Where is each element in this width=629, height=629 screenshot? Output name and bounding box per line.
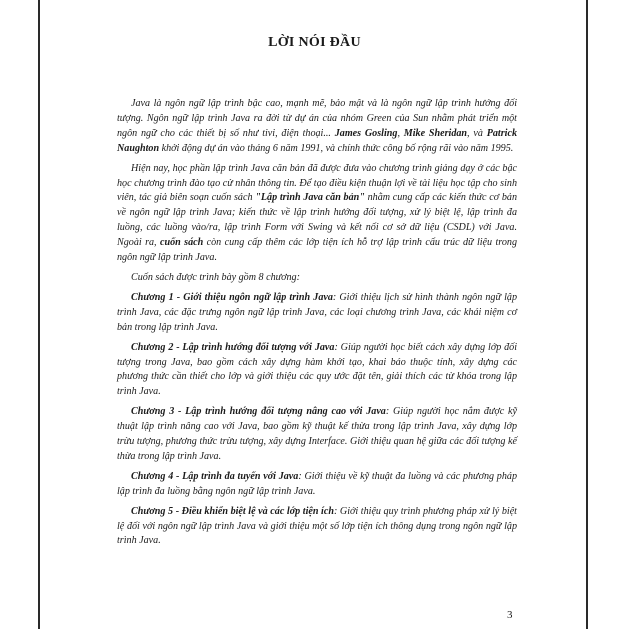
book-title: "Lập trình Java căn bản" — [255, 192, 365, 204]
chapter-heading: Chương 3 - Lập trình hướng đối tượng nâng cao với Java — [131, 406, 386, 418]
page-number: 3 — [507, 609, 513, 621]
text-run: Java là ngôn ngữ lập trình bậc cao, mạnh mẽ, bảo mật và là ngôn ngữ lập trình hướng đối tượng. Ngôn ngữ lập trình Java ra đời từ dự án của nhóm Green của Sun nhằm phát triển một ngôn ngữ cho các thiết bị số như tivi, điện thoại... — [117, 98, 517, 139]
text-run: còn cung cấp thêm các lớp tiện ích hỗ trợ lập trình cấu trúc dữ liệu trong ngôn ngữ lập trình Java. — [117, 237, 517, 264]
chapter-description: : Giới thiệu quy trình phương pháp xử lý biệt lệ đối với ngôn ngữ lập trình Java và giới thiệu một số lớp tiện ích thông dụng trong ngôn ngữ lập trình Java. — [117, 505, 517, 547]
author-name: Mike Sheridan — [403, 127, 468, 139]
text-run: , — [397, 127, 404, 139]
chapter-description: : Giúp người học nắm được kỹ thuật lập trình nâng cao với Java, bao gồm kỹ thuật kế thừa trong lập trình Java, xây dựng lớp trừu tượng, phương thức trừu tượng, xây dựng Interface. Giới thiệu quan hệ giữa các đối tượng kế thừa trong lập trình Java. — [117, 406, 517, 462]
text-run: nhằm cung cấp các kiến thức cơ bản về ngôn ngữ lập trình Java; kiến thức về lập trình hướng đối tượng, xử lý biệt lệ, lập trình đa luồng, các luồng vào/ra, lập trình Form với Swing và kết nối cơ sở dữ liệu (CSDL) với Java. Ngoài ra, — [117, 192, 517, 249]
left-border-line — [38, 0, 40, 629]
chapter-description: : Giới thiệu lịch sử hình thành ngôn ngữ lập trình Java, các đặc trưng ngôn ngữ lập trình Java, các loại chương trình Java, các khái niệm cơ bản trong lập trình Java. — [117, 291, 517, 333]
chapter-paragraph — [117, 405, 517, 465]
text-run: , và — [467, 127, 487, 139]
chapter-heading: Chương 1 - Giới thiệu ngôn ngữ lập trình Java — [131, 291, 333, 303]
text-run: Hiện nay, học phần lập trình Java căn bản đã được đưa vào chương trình giảng dạy ở các bậc học chương trình đào tạo cử nhân thông tin. Để tạo điều kiện thuận lợi về tài liệu học tập cho sinh viên, tác giả biên soạn cuốn sách — [117, 162, 517, 204]
emphasis-text: cuốn sách — [160, 237, 204, 249]
author-name: James Gosling — [334, 127, 398, 139]
chapter-paragraph — [117, 291, 517, 336]
chapter-heading: Chương 4 - Lập trình đa tuyến với Java — [131, 470, 299, 482]
chapter-paragraph — [117, 505, 517, 550]
chapter-paragraph — [117, 470, 517, 500]
chapter-description: : Giúp người học biết cách xây dựng lớp đối tượng trong Java, bao gồm cách xây dựng hàm khởi tạo, khai báo thuộc tính, xây dựng các phương thức cần thiết cho lớp và giới thiệu các quy ước đặt tên, giải thích các từ khóa trong lập trình Java. — [117, 341, 518, 398]
chapter-heading: Chương 5 - Điều khiển biệt lệ và các lớp tiện ích — [131, 505, 334, 517]
chapter-description: : Giới thiệu về kỹ thuật đa luồng và các phương pháp lập trình đa luồng bằng ngôn ngữ lập trình Java. — [117, 470, 517, 497]
preface-body — [117, 97, 517, 554]
page-title: LỜI NÓI ĐẦU — [268, 35, 361, 50]
paragraph-purpose — [117, 162, 517, 266]
right-border-line — [586, 0, 588, 629]
paragraph-outline: Cuốn sách được trình bày gồm 8 chương: — [131, 271, 300, 283]
text-run: khởi động dự án vào tháng 6 năm 1991, và chính thức công bố rộng rãi vào năm 1995. — [159, 142, 514, 154]
chapter-heading: Chương 2 - Lập trình hướng đối tượng với Java — [131, 341, 335, 353]
chapter-paragraph — [117, 341, 517, 401]
author-name: Patrick Naughton — [117, 127, 517, 154]
paragraph-intro — [117, 97, 517, 157]
